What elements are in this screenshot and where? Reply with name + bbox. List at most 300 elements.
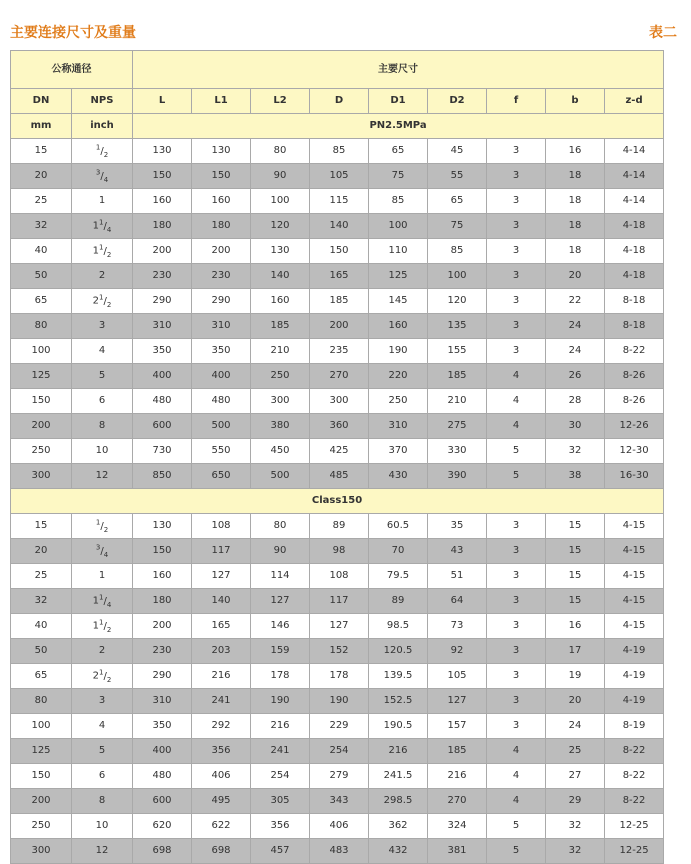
cell-nps xyxy=(72,789,133,814)
cell-nps xyxy=(72,564,133,589)
cell-l2: 185 xyxy=(251,314,310,339)
nps-numerator: 1 xyxy=(95,518,101,527)
table-row xyxy=(11,314,664,339)
cell-dn: 300 xyxy=(11,839,72,864)
nps-numerator: 1 xyxy=(99,593,104,602)
nps-denominator: 4 xyxy=(106,600,112,609)
cell-l2: 80 xyxy=(251,514,310,539)
cell-dn: 15 xyxy=(11,514,72,539)
cell-nps xyxy=(72,289,133,314)
cell-l: 230 xyxy=(133,264,192,289)
nps-whole: 8 xyxy=(98,795,106,806)
cell-z-d: 8-22 xyxy=(605,789,664,814)
cell-l: 480 xyxy=(133,389,192,414)
cell-d: 127 xyxy=(310,614,369,639)
nps-denominator: 2 xyxy=(106,300,112,309)
cell-d2: 127 xyxy=(428,689,487,714)
cell-d1: 430 xyxy=(369,464,428,489)
nps-numerator: 1 xyxy=(99,618,104,627)
cell-l: 850 xyxy=(133,464,192,489)
cell-d1: 432 xyxy=(369,839,428,864)
cell-d: 115 xyxy=(310,189,369,214)
cell-l1: 203 xyxy=(192,639,251,664)
cell-l: 290 xyxy=(133,664,192,689)
fraction-slash-icon: / xyxy=(100,170,104,182)
cell-l2: 159 xyxy=(251,639,310,664)
table-body xyxy=(11,51,664,864)
cell-b: 15 xyxy=(546,589,605,614)
cell-d2: 330 xyxy=(428,439,487,464)
cell-l2: 254 xyxy=(251,764,310,789)
cell-nps xyxy=(72,539,133,564)
dimensions-table xyxy=(10,50,664,864)
cell-l: 160 xyxy=(133,564,192,589)
cell-d1: 70 xyxy=(369,539,428,564)
cell-d1: 79.5 xyxy=(369,564,428,589)
cell-d1: 85 xyxy=(369,189,428,214)
cell-f: 3 xyxy=(487,539,546,564)
nps-whole: 2 xyxy=(92,670,100,682)
cell-d2: 185 xyxy=(428,364,487,389)
cell-b: 18 xyxy=(546,214,605,239)
table-row xyxy=(11,739,664,764)
table-row xyxy=(11,689,664,714)
cell-nps xyxy=(72,714,133,739)
col-header-d1: D1 xyxy=(369,89,428,114)
cell-nps xyxy=(72,514,133,539)
header-nominal-diameter: 公称通径 xyxy=(11,51,133,89)
cell-f: 5 xyxy=(487,839,546,864)
cell-l2: 130 xyxy=(251,239,310,264)
header-main-dimensions: 主要尺寸 xyxy=(133,51,664,89)
cell-d: 200 xyxy=(310,314,369,339)
cell-d: 85 xyxy=(310,139,369,164)
cell-z-d: 8-22 xyxy=(605,764,664,789)
cell-nps xyxy=(72,339,133,364)
cell-z-d: 16-30 xyxy=(605,464,664,489)
cell-l2: 305 xyxy=(251,789,310,814)
cell-b: 25 xyxy=(546,739,605,764)
table-row xyxy=(11,339,664,364)
cell-l2: 190 xyxy=(251,689,310,714)
cell-b: 26 xyxy=(546,364,605,389)
cell-l: 130 xyxy=(133,514,192,539)
cell-f: 3 xyxy=(487,164,546,189)
cell-dn: 80 xyxy=(11,689,72,714)
header-column-row xyxy=(11,89,664,114)
cell-l: 160 xyxy=(133,189,192,214)
table-row xyxy=(11,214,664,239)
cell-z-d: 4-18 xyxy=(605,264,664,289)
nps-denominator: 2 xyxy=(106,675,112,684)
cell-d2: 73 xyxy=(428,614,487,639)
unit-dn: mm xyxy=(11,114,72,139)
cell-z-d: 8-18 xyxy=(605,314,664,339)
cell-d1: 89 xyxy=(369,589,428,614)
cell-z-d: 4-15 xyxy=(605,614,664,639)
cell-z-d: 4-15 xyxy=(605,514,664,539)
cell-f: 3 xyxy=(487,614,546,639)
cell-dn: 150 xyxy=(11,764,72,789)
cell-l: 350 xyxy=(133,339,192,364)
cell-l1: 356 xyxy=(192,739,251,764)
cell-l2: 457 xyxy=(251,839,310,864)
cell-z-d: 8-26 xyxy=(605,364,664,389)
cell-l: 730 xyxy=(133,439,192,464)
cell-nps xyxy=(72,264,133,289)
cell-l: 180 xyxy=(133,214,192,239)
cell-d: 150 xyxy=(310,239,369,264)
cell-l: 230 xyxy=(133,639,192,664)
table-row xyxy=(11,614,664,639)
unit-nps: inch xyxy=(72,114,133,139)
cell-d2: 390 xyxy=(428,464,487,489)
cell-d: 485 xyxy=(310,464,369,489)
nps-whole: 2 xyxy=(98,645,106,656)
cell-dn: 150 xyxy=(11,389,72,414)
cell-nps xyxy=(72,739,133,764)
nps-denominator: 4 xyxy=(103,550,109,559)
cell-l2: 90 xyxy=(251,539,310,564)
cell-d1: 216 xyxy=(369,739,428,764)
cell-l2: 120 xyxy=(251,214,310,239)
cell-l1: 241 xyxy=(192,689,251,714)
cell-nps xyxy=(72,364,133,389)
cell-b: 18 xyxy=(546,189,605,214)
nps-whole: 10 xyxy=(95,445,109,456)
cell-z-d: 4-19 xyxy=(605,664,664,689)
cell-b: 16 xyxy=(546,614,605,639)
cell-b: 19 xyxy=(546,664,605,689)
cell-l1: 290 xyxy=(192,289,251,314)
cell-d: 108 xyxy=(310,564,369,589)
cell-l1: 400 xyxy=(192,364,251,389)
fraction-slash-icon: / xyxy=(103,295,107,307)
cell-f: 3 xyxy=(487,139,546,164)
nps-fraction xyxy=(95,143,109,159)
cell-l2: 146 xyxy=(251,614,310,639)
cell-dn: 50 xyxy=(11,639,72,664)
table-row xyxy=(11,839,664,864)
cell-l: 400 xyxy=(133,364,192,389)
cell-d2: 45 xyxy=(428,139,487,164)
cell-l: 480 xyxy=(133,764,192,789)
cell-l: 130 xyxy=(133,139,192,164)
cell-l1: 350 xyxy=(192,339,251,364)
cell-z-d: 4-15 xyxy=(605,564,664,589)
cell-nps xyxy=(72,689,133,714)
fraction-slash-icon: / xyxy=(103,670,107,682)
cell-d1: 220 xyxy=(369,364,428,389)
cell-f: 3 xyxy=(487,339,546,364)
nps-denominator: 4 xyxy=(103,175,109,184)
cell-b: 28 xyxy=(546,389,605,414)
cell-d: 117 xyxy=(310,589,369,614)
cell-dn: 25 xyxy=(11,564,72,589)
cell-f: 3 xyxy=(487,314,546,339)
cell-f: 3 xyxy=(487,564,546,589)
table-row xyxy=(11,789,664,814)
cell-d1: 60.5 xyxy=(369,514,428,539)
cell-b: 15 xyxy=(546,539,605,564)
cell-nps xyxy=(72,139,133,164)
table-row xyxy=(11,764,664,789)
cell-l: 290 xyxy=(133,289,192,314)
cell-z-d: 4-19 xyxy=(605,639,664,664)
cell-b: 24 xyxy=(546,339,605,364)
table-row xyxy=(11,639,664,664)
cell-d1: 120.5 xyxy=(369,639,428,664)
cell-nps xyxy=(72,164,133,189)
nps-whole: 12 xyxy=(95,470,109,481)
cell-d: 105 xyxy=(310,164,369,189)
cell-d: 89 xyxy=(310,514,369,539)
col-header-nps: NPS xyxy=(72,89,133,114)
nps-fraction xyxy=(99,618,112,634)
nps-whole: 1 xyxy=(92,595,100,607)
cell-l: 200 xyxy=(133,614,192,639)
cell-d2: 92 xyxy=(428,639,487,664)
cell-nps xyxy=(72,814,133,839)
nps-numerator: 1 xyxy=(99,293,104,302)
cell-l1: 292 xyxy=(192,714,251,739)
cell-d2: 85 xyxy=(428,239,487,264)
table-row xyxy=(11,564,664,589)
cell-nps xyxy=(72,639,133,664)
table-row xyxy=(11,714,664,739)
cell-b: 16 xyxy=(546,139,605,164)
cell-f: 4 xyxy=(487,364,546,389)
cell-d2: 51 xyxy=(428,564,487,589)
section-header-row xyxy=(11,489,664,514)
cell-z-d: 12-26 xyxy=(605,414,664,439)
cell-l2: 160 xyxy=(251,289,310,314)
cell-dn: 65 xyxy=(11,664,72,689)
cell-l: 350 xyxy=(133,714,192,739)
nps-denominator: 2 xyxy=(106,625,112,634)
cell-d2: 381 xyxy=(428,839,487,864)
cell-l2: 114 xyxy=(251,564,310,589)
cell-b: 20 xyxy=(546,264,605,289)
cell-z-d: 8-26 xyxy=(605,389,664,414)
nps-whole: 3 xyxy=(98,320,106,331)
cell-l1: 406 xyxy=(192,764,251,789)
section-label: Class150 xyxy=(11,489,664,514)
cell-d1: 190 xyxy=(369,339,428,364)
cell-nps xyxy=(72,589,133,614)
cell-d1: 65 xyxy=(369,139,428,164)
cell-d: 343 xyxy=(310,789,369,814)
cell-l1: 216 xyxy=(192,664,251,689)
col-header-d: D xyxy=(310,89,369,114)
nps-numerator: 1 xyxy=(99,668,104,677)
cell-dn: 20 xyxy=(11,539,72,564)
cell-b: 15 xyxy=(546,514,605,539)
cell-f: 3 xyxy=(487,214,546,239)
cell-l: 310 xyxy=(133,314,192,339)
nps-denominator: 2 xyxy=(106,250,112,259)
cell-b: 18 xyxy=(546,164,605,189)
col-header-l: L xyxy=(133,89,192,114)
cell-d: 254 xyxy=(310,739,369,764)
cell-l2: 140 xyxy=(251,264,310,289)
nps-whole: 5 xyxy=(98,745,106,756)
cell-l2: 356 xyxy=(251,814,310,839)
cell-d2: 185 xyxy=(428,739,487,764)
cell-dn: 300 xyxy=(11,464,72,489)
cell-l1: 230 xyxy=(192,264,251,289)
cell-b: 27 xyxy=(546,764,605,789)
cell-b: 24 xyxy=(546,314,605,339)
cell-l1: 622 xyxy=(192,814,251,839)
cell-b: 18 xyxy=(546,239,605,264)
cell-d2: 157 xyxy=(428,714,487,739)
cell-l1: 650 xyxy=(192,464,251,489)
header-group-row xyxy=(11,51,664,89)
cell-f: 4 xyxy=(487,764,546,789)
cell-f: 3 xyxy=(487,589,546,614)
cell-dn: 125 xyxy=(11,364,72,389)
cell-dn: 32 xyxy=(11,214,72,239)
cell-l1: 127 xyxy=(192,564,251,589)
cell-l2: 500 xyxy=(251,464,310,489)
cell-d1: 125 xyxy=(369,264,428,289)
cell-f: 3 xyxy=(487,189,546,214)
cell-f: 5 xyxy=(487,439,546,464)
cell-d1: 98.5 xyxy=(369,614,428,639)
nps-fraction xyxy=(95,543,109,559)
cell-z-d: 8-22 xyxy=(605,339,664,364)
cell-d1: 160 xyxy=(369,314,428,339)
cell-l: 150 xyxy=(133,164,192,189)
cell-d2: 120 xyxy=(428,289,487,314)
cell-z-d: 4-18 xyxy=(605,214,664,239)
nps-fraction xyxy=(99,293,112,309)
cell-l1: 495 xyxy=(192,789,251,814)
col-header-d2: D2 xyxy=(428,89,487,114)
cell-z-d: 4-14 xyxy=(605,139,664,164)
table-row xyxy=(11,514,664,539)
cell-b: 29 xyxy=(546,789,605,814)
cell-l2: 380 xyxy=(251,414,310,439)
cell-dn: 200 xyxy=(11,414,72,439)
cell-l1: 310 xyxy=(192,314,251,339)
table-row xyxy=(11,389,664,414)
cell-nps xyxy=(72,389,133,414)
cell-l: 310 xyxy=(133,689,192,714)
nps-denominator: 2 xyxy=(103,525,109,534)
nps-fraction xyxy=(99,593,112,609)
cell-z-d: 8-19 xyxy=(605,714,664,739)
cell-d: 165 xyxy=(310,264,369,289)
cell-d2: 75 xyxy=(428,214,487,239)
cell-l2: 100 xyxy=(251,189,310,214)
cell-nps xyxy=(72,764,133,789)
cell-d: 279 xyxy=(310,764,369,789)
fraction-slash-icon: / xyxy=(103,220,107,232)
cell-d: 270 xyxy=(310,364,369,389)
cell-dn: 20 xyxy=(11,164,72,189)
cell-l: 180 xyxy=(133,589,192,614)
cell-nps xyxy=(72,214,133,239)
cell-nps xyxy=(72,414,133,439)
cell-l1: 480 xyxy=(192,389,251,414)
cell-d1: 75 xyxy=(369,164,428,189)
table-row xyxy=(11,589,664,614)
fraction-slash-icon: / xyxy=(103,595,107,607)
table-row xyxy=(11,814,664,839)
cell-dn: 15 xyxy=(11,139,72,164)
nps-fraction xyxy=(99,243,112,259)
cell-d2: 55 xyxy=(428,164,487,189)
cell-l1: 180 xyxy=(192,214,251,239)
cell-d: 229 xyxy=(310,714,369,739)
cell-nps xyxy=(72,439,133,464)
section-label: PN2.5MPa xyxy=(133,114,664,139)
cell-l2: 210 xyxy=(251,339,310,364)
cell-d1: 110 xyxy=(369,239,428,264)
cell-dn: 250 xyxy=(11,439,72,464)
cell-f: 4 xyxy=(487,739,546,764)
cell-f: 3 xyxy=(487,264,546,289)
nps-whole: 6 xyxy=(98,395,106,406)
cell-d1: 241.5 xyxy=(369,764,428,789)
cell-d2: 65 xyxy=(428,189,487,214)
cell-l2: 80 xyxy=(251,139,310,164)
nps-whole: 4 xyxy=(98,720,106,731)
cell-l2: 250 xyxy=(251,364,310,389)
nps-whole: 12 xyxy=(95,845,109,856)
col-header-l1: L1 xyxy=(192,89,251,114)
cell-l: 698 xyxy=(133,839,192,864)
table-label: 表二 xyxy=(649,25,677,41)
cell-nps xyxy=(72,189,133,214)
nps-fraction xyxy=(95,168,109,184)
cell-d2: 105 xyxy=(428,664,487,689)
cell-b: 17 xyxy=(546,639,605,664)
cell-d2: 216 xyxy=(428,764,487,789)
cell-f: 5 xyxy=(487,464,546,489)
cell-l1: 140 xyxy=(192,589,251,614)
cell-f: 4 xyxy=(487,414,546,439)
cell-b: 32 xyxy=(546,839,605,864)
nps-whole: 10 xyxy=(95,820,109,831)
table-row xyxy=(11,664,664,689)
cell-z-d: 4-14 xyxy=(605,189,664,214)
table-row xyxy=(11,464,664,489)
nps-numerator: 1 xyxy=(95,143,101,152)
cell-f: 3 xyxy=(487,514,546,539)
cell-z-d: 12-25 xyxy=(605,839,664,864)
fraction-slash-icon: / xyxy=(100,545,104,557)
cell-dn: 40 xyxy=(11,614,72,639)
cell-l: 620 xyxy=(133,814,192,839)
cell-z-d: 4-15 xyxy=(605,539,664,564)
col-header-l2: L2 xyxy=(251,89,310,114)
cell-nps xyxy=(72,239,133,264)
cell-d: 178 xyxy=(310,664,369,689)
cell-l2: 90 xyxy=(251,164,310,189)
nps-whole: 5 xyxy=(98,370,106,381)
cell-l1: 698 xyxy=(192,839,251,864)
cell-nps xyxy=(72,664,133,689)
cell-l1: 117 xyxy=(192,539,251,564)
cell-d1: 152.5 xyxy=(369,689,428,714)
cell-f: 4 xyxy=(487,789,546,814)
cell-d2: 135 xyxy=(428,314,487,339)
cell-nps xyxy=(72,839,133,864)
cell-l: 200 xyxy=(133,239,192,264)
